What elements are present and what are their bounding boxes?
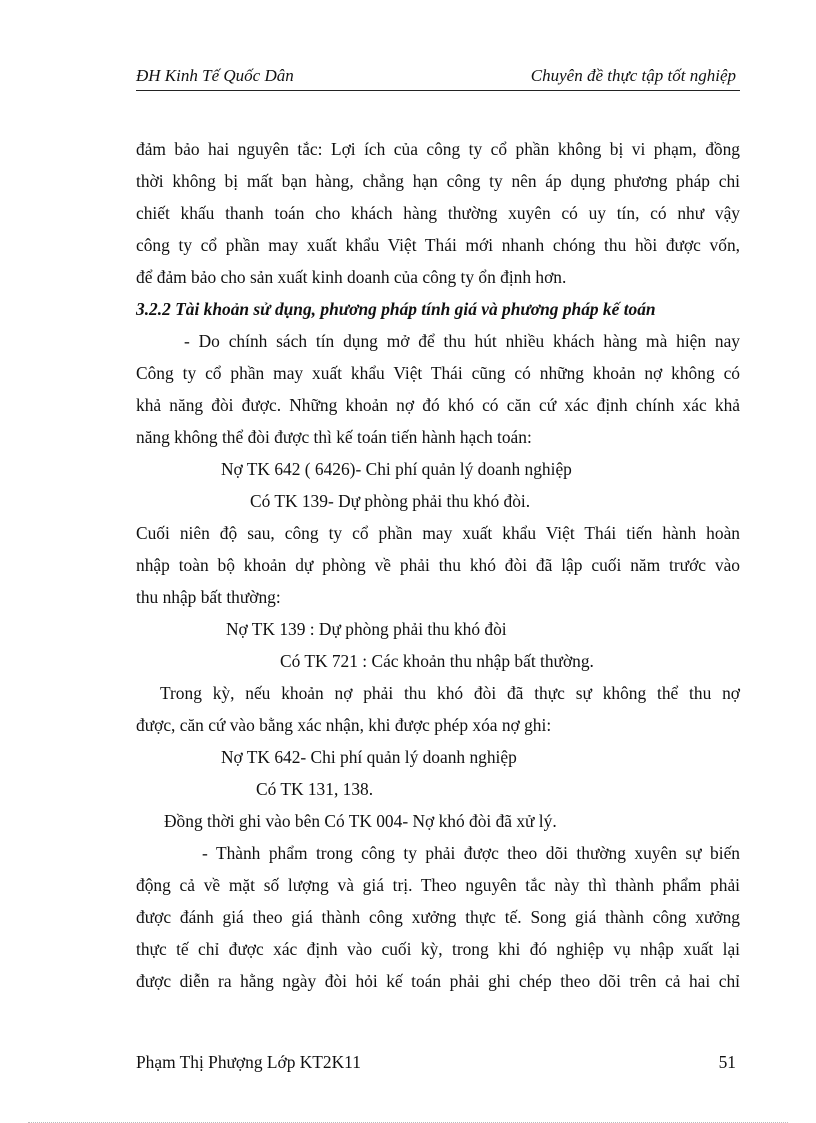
paragraph-line: đảm bảo hai nguyên tắc: Lợi ích của công ty cổ phần không bị vi phạm, đồng bbox=[136, 139, 740, 159]
journal-entry-credit: Có TK 721 : Các khoản thu nhập bất thường. bbox=[280, 651, 594, 671]
page-number: 51 bbox=[718, 1052, 736, 1072]
page-body bbox=[136, 133, 740, 997]
paragraph-line: Công ty cổ phần may xuất khẩu Việt Thái cũng có những khoản nợ không có bbox=[136, 363, 740, 383]
journal-entry-credit: Có TK 131, 138. bbox=[256, 779, 374, 799]
paragraph-line: được, căn cứ vào bằng xác nhận, khi được phép xóa nợ ghi: bbox=[136, 715, 552, 735]
paragraph-line: thời không bị mất bạn hàng, chẳng hạn công ty nên áp dụng phương pháp chi bbox=[136, 171, 740, 191]
header-document-title: Chuyên đề thực tập tốt nghiệp bbox=[530, 66, 736, 85]
paragraph-line: Cuối niên độ sau, công ty cổ phần may xuất khẩu Việt Thái tiến hành hoàn bbox=[136, 523, 740, 543]
page-header bbox=[136, 66, 740, 91]
paragraph-line: động cả về mặt số lượng và giá trị. Theo nguyên tắc này thì thành phẩm phải bbox=[136, 875, 740, 895]
footer-author: Phạm Thị Phượng Lớp KT2K11 bbox=[136, 1052, 361, 1072]
paragraph-line: nhập toàn bộ khoản dự phòng về phải thu khó đòi đã lập cuối năm trước vào bbox=[136, 555, 740, 575]
paragraph-line: để đảm bảo cho sản xuất kinh doanh của công ty ổn định hơn. bbox=[136, 267, 567, 287]
journal-entry-credit: Có TK 139- Dự phòng phải thu khó đòi. bbox=[250, 491, 531, 511]
paragraph-line: được đánh giá theo giá thành công xưởng thực tế. Song giá thành công xưởng bbox=[136, 907, 740, 927]
paragraph-line: được diễn ra hằng ngày đòi hỏi kế toán phải ghi chép theo dõi trên cả hai chỉ bbox=[136, 971, 740, 991]
paragraph-line: - Do chính sách tín dụng mở để thu hút nhiều khách hàng mà hiện nay bbox=[184, 331, 740, 351]
journal-entry-debit: Nợ TK 642- Chi phí quản lý doanh nghiệp bbox=[221, 747, 517, 767]
paragraph-line: - Thành phẩm trong công ty phải được theo dõi thường xuyên sự biến bbox=[202, 843, 740, 863]
paragraph-line: Trong kỳ, nếu khoản nợ phải thu khó đòi đã thực sự không thể thu nợ bbox=[160, 683, 740, 703]
paragraph-line: thực tế chỉ được xác định vào cuối kỳ, trong khi đó nghiệp vụ nhập xuất lại bbox=[136, 939, 740, 959]
paragraph-line: thu nhập bất thường: bbox=[136, 587, 281, 607]
journal-entry-debit: Nợ TK 642 ( 6426)- Chi phí quản lý doanh nghiệp bbox=[221, 459, 572, 479]
journal-entry-debit: Nợ TK 139 : Dự phòng phải thu khó đòi bbox=[226, 619, 507, 639]
paragraph-line: công ty cổ phần may xuất khẩu Việt Thái mới nhanh chóng thu hồi được vốn, bbox=[136, 235, 740, 255]
header-university: ĐH Kinh Tế Quốc Dân bbox=[136, 66, 294, 85]
paragraph-line: chiết khấu thanh toán cho khách hàng thường xuyên có uy tín, có như vậy bbox=[136, 203, 740, 223]
paragraph-line: khả năng đòi được. Những khoản nợ đó khó có căn cứ xác định chính xác khả bbox=[136, 395, 740, 415]
paragraph-line: năng không thể đòi được thì kế toán tiến hành hạch toán: bbox=[136, 427, 532, 447]
section-heading: 3.2.2 Tài khoản sử dụng, phương pháp tính giá và phương pháp kế toán bbox=[136, 299, 656, 319]
paragraph-line: Đồng thời ghi vào bên Có TK 004- Nợ khó đòi đã xử lý. bbox=[164, 811, 557, 831]
page-footer bbox=[136, 1052, 740, 1076]
